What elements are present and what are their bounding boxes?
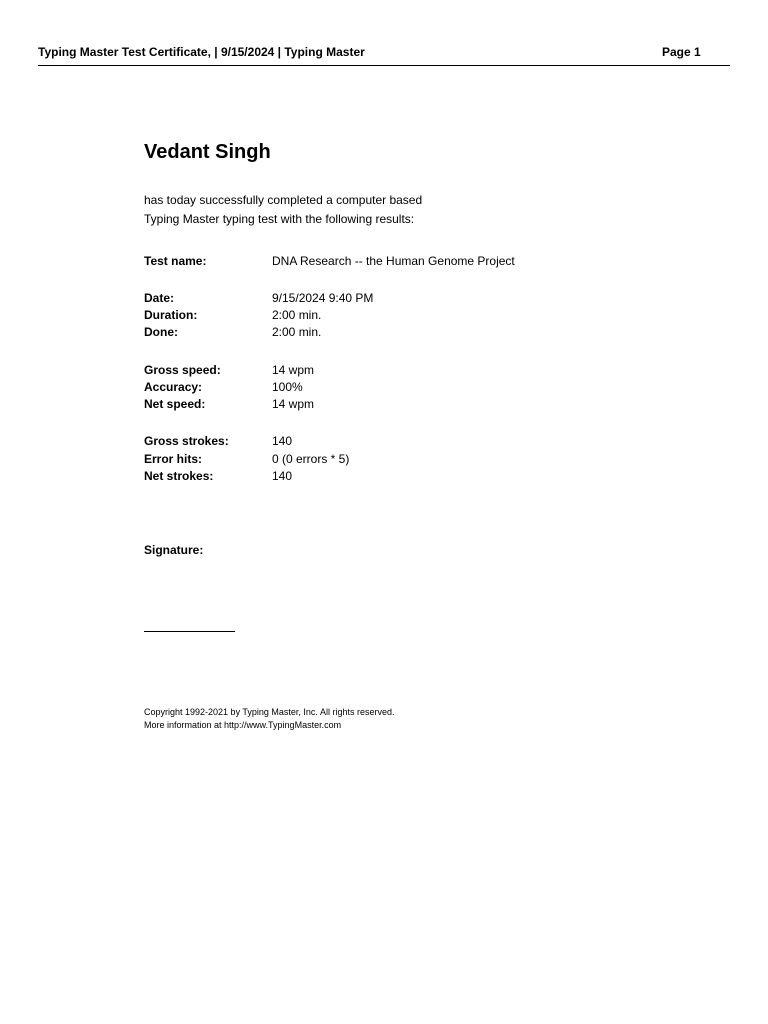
- more-info-text: More information at http://www.TypingMaster.com: [144, 720, 342, 730]
- page-header: [38, 44, 730, 66]
- result-label: Gross strokes:: [144, 434, 229, 448]
- result-label: Net strokes:: [144, 469, 214, 483]
- result-value: 2:00 min.: [272, 308, 322, 322]
- result-value: 140: [272, 434, 293, 448]
- footer: [144, 706, 394, 732]
- result-label: Done:: [144, 325, 178, 339]
- copyright-text: Copyright 1992-2021 by Typing Master, Inc. All rights reserved.: [144, 707, 395, 717]
- certificate-name: Vedant Singh: [144, 141, 271, 163]
- result-value: 140: [272, 469, 293, 483]
- result-value: DNA Research -- the Human Genome Project: [272, 254, 515, 268]
- result-value: 2:00 min.: [272, 325, 322, 339]
- result-label: Test name:: [144, 254, 207, 268]
- result-label: Date:: [144, 291, 175, 305]
- header-title: Typing Master Test Certificate, | 9/15/2024 | Typing Master: [38, 45, 365, 59]
- signature-label: Signature:: [144, 543, 204, 557]
- result-value: 0 (0 errors * 5): [272, 452, 350, 466]
- certificate-intro: [144, 191, 422, 229]
- result-value: 14 wpm: [272, 363, 315, 377]
- intro-line-1: has today successfully completed a computer based: [144, 193, 423, 207]
- result-label: Error hits:: [144, 452, 203, 466]
- result-label: Gross speed:: [144, 363, 221, 377]
- result-value: 9/15/2024 9:40 PM: [272, 291, 374, 305]
- result-value: 100%: [272, 380, 303, 394]
- result-label: Accuracy:: [144, 380, 203, 394]
- result-label: Duration:: [144, 308, 198, 322]
- signature-line: [144, 631, 235, 632]
- page-number: Page 1: [662, 45, 701, 59]
- result-value: 14 wpm: [272, 397, 315, 411]
- result-label: Net speed:: [144, 397, 206, 411]
- intro-line-2: Typing Master typing test with the following results:: [144, 212, 415, 226]
